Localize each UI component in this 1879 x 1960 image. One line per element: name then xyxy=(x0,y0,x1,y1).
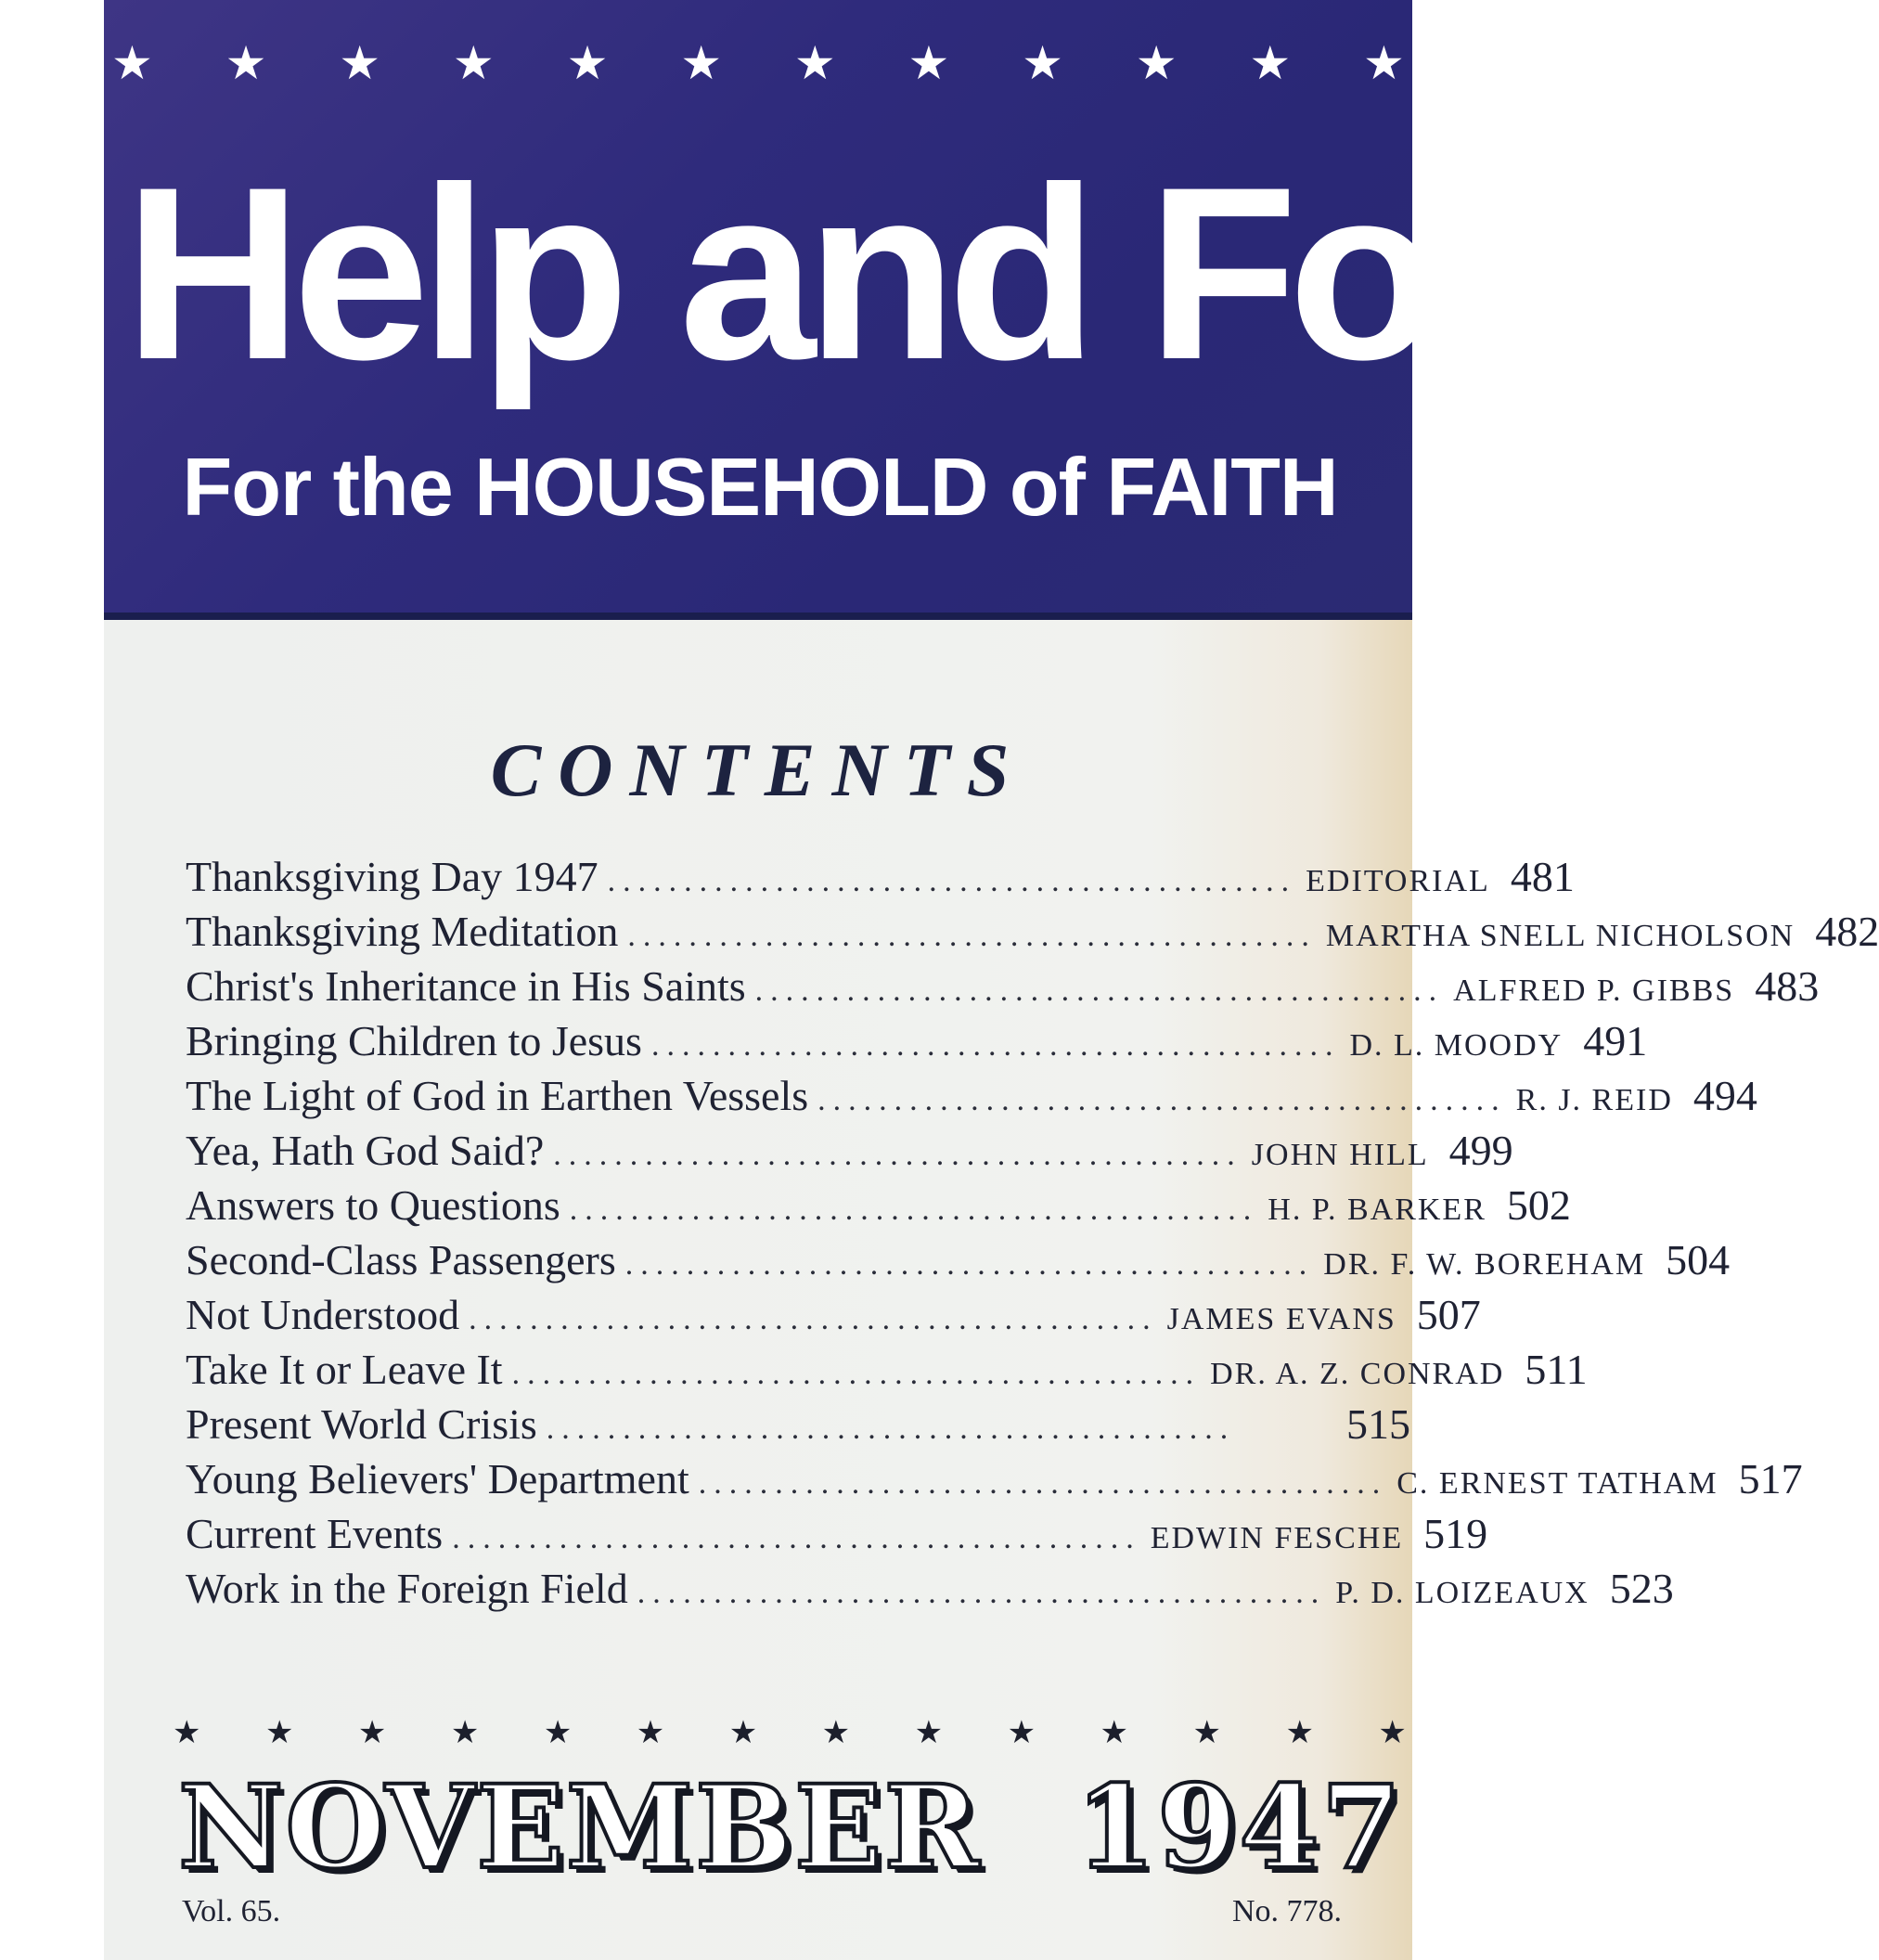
bottom-star-row xyxy=(173,1709,1407,1756)
issue-year: 1947 xyxy=(1075,1760,1403,1895)
star-icon: ★ xyxy=(793,36,836,90)
toc-author: ALFRED P. GIBBS xyxy=(1453,974,1735,1008)
toc-row xyxy=(186,1235,1731,1290)
star-icon: ★ xyxy=(566,36,609,90)
toc-leader-dots: ............................................. xyxy=(511,1357,1202,1391)
toc-row xyxy=(186,907,1879,961)
toc-leader-dots: ............................................. xyxy=(627,919,1317,953)
toc-article-title: The Light of God in Earthen Vessels xyxy=(186,1072,809,1119)
toc-page-number: 519 xyxy=(1423,1510,1488,1557)
star-icon: ★ xyxy=(1249,36,1292,90)
star-icon: ★ xyxy=(452,36,495,90)
toc-leader-dots: ............................................. xyxy=(624,1247,1315,1282)
toc-page-number: 502 xyxy=(1506,1181,1571,1229)
star-icon: ★ xyxy=(1192,1714,1221,1751)
toc-row xyxy=(186,1180,1571,1235)
star-icon: ★ xyxy=(821,1714,851,1751)
star-icon: ★ xyxy=(264,1714,294,1751)
star-icon: ★ xyxy=(1135,36,1178,90)
toc-page-number: 504 xyxy=(1666,1236,1731,1283)
contents-heading: CONTENTS xyxy=(490,728,1026,812)
toc-author: DR. A. Z. CONRAD xyxy=(1210,1357,1505,1391)
toc-leader-dots: ............................................. xyxy=(698,1466,1388,1501)
toc-page-number: 515 xyxy=(1346,1400,1410,1448)
title-banner xyxy=(104,0,1712,612)
toc-article-title: Current Events xyxy=(186,1510,444,1557)
issue-month: NOVEMBER xyxy=(178,1760,982,1895)
toc-author: P. D. LOIZEAUX xyxy=(1335,1576,1589,1610)
star-icon: ★ xyxy=(357,1714,387,1751)
toc-page-number: 481 xyxy=(1510,853,1575,900)
toc-author: R. J. REID xyxy=(1515,1083,1673,1117)
toc-author: JOHN HILL xyxy=(1251,1138,1429,1172)
toc-row xyxy=(186,1509,1488,1564)
star-icon: ★ xyxy=(907,36,950,90)
star-icon: ★ xyxy=(225,36,267,90)
toc-row xyxy=(186,1071,1757,1126)
toc-row xyxy=(186,1345,1588,1399)
toc-leader-dots: ............................................. xyxy=(817,1083,1507,1117)
toc-author: EDITORIAL xyxy=(1306,864,1490,898)
star-icon: ★ xyxy=(636,1714,665,1751)
toc-page-number: 517 xyxy=(1738,1455,1803,1502)
toc-article-title: Christ's Inheritance in His Saints xyxy=(186,962,746,1010)
star-icon: ★ xyxy=(1007,1714,1036,1751)
toc-leader-dots: ............................................. xyxy=(452,1521,1141,1555)
toc-row xyxy=(186,1564,1674,1618)
toc-leader-dots: ............................................. xyxy=(607,864,1297,898)
star-icon: ★ xyxy=(1378,1714,1407,1751)
toc-row xyxy=(186,1454,1803,1509)
toc-page-number: 511 xyxy=(1525,1346,1588,1393)
toc-article-title: Young Believers' Department xyxy=(186,1455,689,1502)
toc-row xyxy=(186,1399,1410,1454)
toc-page-number: 491 xyxy=(1583,1017,1648,1064)
toc-page-number: 507 xyxy=(1416,1291,1481,1338)
star-icon: ★ xyxy=(173,1714,201,1751)
star-icon: ★ xyxy=(111,36,153,90)
toc-article-title: Not Understood xyxy=(186,1291,460,1338)
toc-article-title: Thanksgiving Meditation xyxy=(186,908,619,955)
toc-article-title: Take It or Leave It xyxy=(186,1346,503,1393)
issue-number: No. 778. xyxy=(1231,1894,1342,1928)
toc-article-title: Thanksgiving Day 1947 xyxy=(186,853,598,900)
toc-page-number: 494 xyxy=(1692,1072,1757,1119)
magazine-subtitle: For the HOUSEHOLD of FAITH xyxy=(182,441,1338,533)
toc-page-number: 482 xyxy=(1815,908,1879,955)
toc-leader-dots: ............................................. xyxy=(469,1302,1158,1336)
toc-author: C. ERNEST TATHAM xyxy=(1396,1466,1718,1501)
toc-row xyxy=(186,852,1575,907)
star-icon: ★ xyxy=(1100,1714,1129,1751)
star-icon: ★ xyxy=(339,36,381,90)
toc-leader-dots: ............................................. xyxy=(546,1412,1236,1446)
toc-author: DR. F. W. BOREHAM xyxy=(1323,1247,1646,1282)
toc-article-title: Work in the Foreign Field xyxy=(186,1565,628,1612)
star-icon: ★ xyxy=(728,1714,758,1751)
toc-leader-dots: ............................................. xyxy=(650,1028,1341,1063)
star-icon: ★ xyxy=(680,36,723,90)
star-icon: ★ xyxy=(1285,1714,1314,1751)
toc-row xyxy=(186,1016,1648,1071)
toc-row xyxy=(186,1126,1513,1180)
table-of-contents xyxy=(186,852,1879,1618)
toc-page-number: 499 xyxy=(1448,1127,1513,1174)
toc-author: H. P. BARKER xyxy=(1268,1193,1486,1227)
toc-article-title: Bringing Children to Jesus xyxy=(186,1017,642,1064)
toc-author: MARTHA SNELL NICHOLSON xyxy=(1325,919,1795,953)
toc-leader-dots: ............................................. xyxy=(553,1138,1242,1172)
toc-article-title: Answers to Questions xyxy=(186,1181,560,1229)
volume-number: Vol. 65. xyxy=(182,1894,281,1928)
banner-divider xyxy=(104,612,1412,620)
toc-leader-dots: ............................................. xyxy=(754,974,1445,1008)
toc-article-title: Yea, Hath God Said? xyxy=(186,1127,545,1174)
star-icon: ★ xyxy=(450,1714,480,1751)
toc-author: EDWIN FESCHE xyxy=(1150,1521,1404,1555)
toc-page-number: 483 xyxy=(1755,962,1820,1010)
magazine-title: Help and Food xyxy=(124,136,1712,411)
star-icon: ★ xyxy=(543,1714,573,1751)
issue-date xyxy=(178,1760,1403,1895)
star-icon: ★ xyxy=(1363,36,1405,90)
toc-author: D. L. MOODY xyxy=(1349,1028,1564,1063)
star-icon: ★ xyxy=(1022,36,1063,90)
toc-leader-dots: ............................................. xyxy=(637,1576,1327,1610)
toc-leader-dots: ............................................. xyxy=(569,1193,1259,1227)
star-icon: ★ xyxy=(914,1714,944,1751)
toc-page-number: 523 xyxy=(1609,1565,1674,1612)
toc-row xyxy=(186,1290,1481,1345)
toc-article-title: Second-Class Passengers xyxy=(186,1236,616,1283)
toc-row xyxy=(186,961,1820,1016)
toc-author: JAMES EVANS xyxy=(1166,1302,1396,1336)
toc-article-title: Present World Crisis xyxy=(186,1400,537,1448)
top-star-row xyxy=(104,35,1412,91)
magazine-cover xyxy=(104,0,1879,1960)
